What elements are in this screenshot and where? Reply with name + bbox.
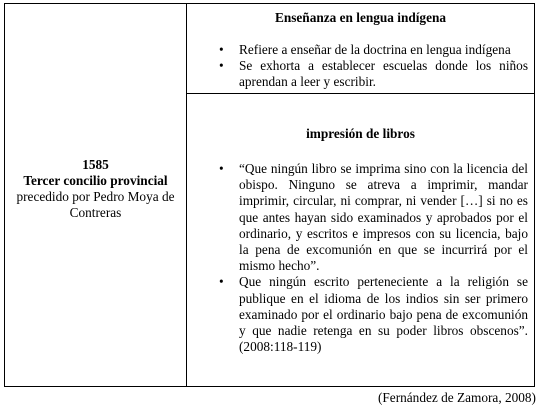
list-item (219, 274, 528, 355)
council-info (5, 157, 186, 221)
bullet-text: Refiere a enseñar de la doctrina en lengua indígena (239, 42, 511, 57)
printing-bullet-list (219, 161, 528, 355)
bullet-text: “Que ningún libro se imprima sino con la licencia del obispo. Ninguno se atreva a imprimir, mandar imprimir, circular, ni comprar, ni vender […] si no es que antes hayan sido examinados y aprobados por el ordinario, y escritos e impresos con su licencia, bajo la pena de excomunión en que se incurrirá por el mismo hecho”. (239, 161, 528, 274)
bullet-text: Se exhorta a establecer escuelas donde los niños aprendan a leer y escribir. (239, 58, 528, 90)
list-item (219, 42, 528, 58)
teaching-bullet-list (219, 42, 528, 91)
council-preceded-line2: Contreras (69, 205, 122, 220)
source-caption: (Fernández de Zamora, 2008) (377, 390, 536, 405)
council-name: Tercer concilio provincial (23, 173, 168, 188)
bullet-icon: • (219, 274, 224, 290)
teaching-heading: Enseñanza en lengua indígena (274, 10, 447, 25)
bullet-icon: • (219, 161, 224, 176)
list-item (219, 161, 528, 274)
list-item (219, 58, 528, 90)
bullet-text: Que ningún escrito perteneciente a la religión se publique en el idioma de los indios sin ser primero examinado por el ordinario bajo pena de excomunión y que nadie retenga en su poder libros obscenos”. (2008:118-119) (239, 274, 528, 355)
bullet-icon: • (219, 42, 224, 57)
bullet-icon: • (219, 58, 224, 74)
council-preceded-line1: precedido por Pedro Moya de (16, 189, 175, 204)
summary-table (4, 3, 535, 387)
printing-heading: impresión de libros (306, 126, 415, 141)
printing-cell (187, 94, 534, 386)
teaching-cell (187, 4, 534, 94)
left-cell (5, 4, 187, 386)
council-year: 1585 (82, 157, 109, 172)
